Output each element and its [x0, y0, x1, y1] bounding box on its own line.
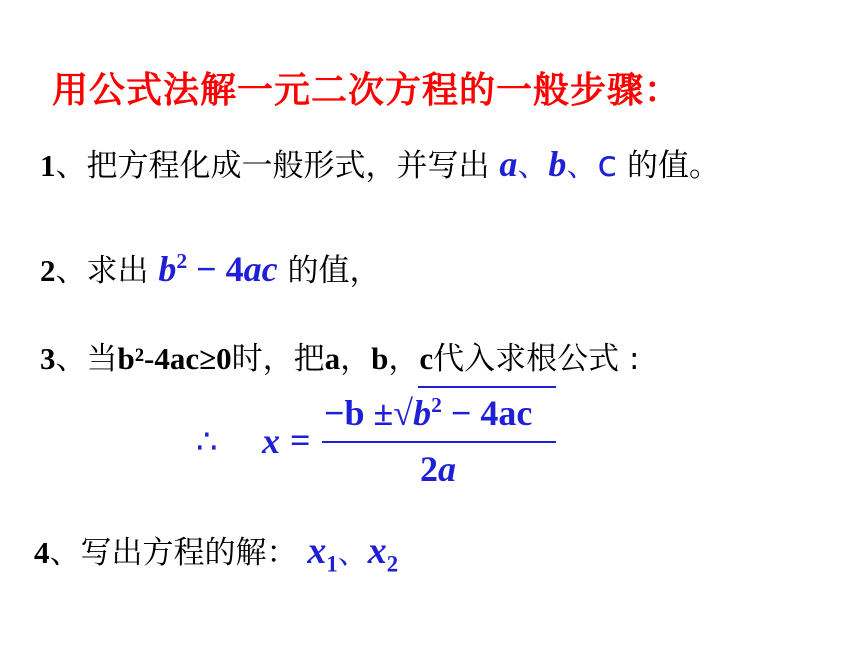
var-a: a — [499, 144, 518, 184]
step-2-text: 、求出 — [55, 253, 159, 289]
solutions — [307, 528, 399, 577]
step-3-mid: 时，把 — [231, 341, 325, 377]
coef-a: a — [324, 341, 341, 376]
step-3-tail: 代入求根公式 : — [433, 341, 640, 377]
step-2-number: 2 — [40, 253, 56, 288]
discriminant-exponent: 2 — [176, 249, 188, 273]
numerator-neg-b-pm: −b ± — [324, 393, 394, 433]
comma: ， — [388, 341, 420, 377]
step-1 — [40, 140, 720, 185]
solution-x1: x — [307, 530, 327, 572]
denominator-a: a — [438, 449, 456, 489]
formula-equals: = — [290, 420, 311, 460]
formula-x: x — [262, 421, 280, 461]
solution-x2: x — [367, 530, 387, 572]
therefore-symbol: ∴ — [196, 422, 218, 462]
step-4-text: 、写出方程的解： — [49, 535, 298, 571]
sqrt-vinculum — [418, 386, 556, 388]
radicand-exponent: 2 — [431, 393, 442, 417]
discriminant-condition: b²-4ac≥0 — [117, 341, 232, 376]
solution-x2-index: 2 — [386, 551, 399, 577]
step-1-number: 1 — [40, 148, 56, 183]
radicand-rest: − 4ac — [441, 393, 533, 433]
sqrt-symbol: √ — [393, 393, 414, 433]
step-4 — [34, 527, 398, 578]
step-2 — [40, 245, 381, 290]
step-2-tail: 的值， — [287, 253, 381, 289]
coef-b: b — [371, 341, 389, 376]
step-4-number: 4 — [34, 535, 50, 570]
discriminant-ac: ac — [243, 249, 278, 289]
discriminant-minus-four: − 4 — [187, 249, 244, 289]
step-3-text: 、当 — [55, 341, 118, 377]
step-3 — [40, 333, 639, 378]
discriminant-b: b — [158, 249, 177, 289]
separator: 、 — [337, 536, 368, 571]
page-title: 用公式法解一元二次方程的一般步骤： — [52, 70, 682, 111]
formula-denominator — [420, 448, 456, 490]
radicand-b: b — [413, 393, 432, 433]
formula-numerator — [324, 392, 532, 434]
denominator-two: 2 — [420, 449, 438, 489]
discriminant-expression — [158, 249, 277, 290]
fraction-bar — [322, 441, 556, 443]
step-1-text: 、把方程化成一般形式，并写出 — [55, 148, 500, 184]
separator: 、 — [566, 148, 598, 184]
var-b: b — [548, 144, 567, 184]
separator: 、 — [517, 148, 549, 184]
coef-c: c — [419, 341, 434, 376]
var-c: c — [597, 144, 618, 185]
step-3-number: 3 — [40, 341, 56, 376]
solution-x1-index: 1 — [326, 551, 338, 577]
comma: ， — [340, 341, 372, 377]
step-1-tail: 的值。 — [617, 148, 721, 184]
